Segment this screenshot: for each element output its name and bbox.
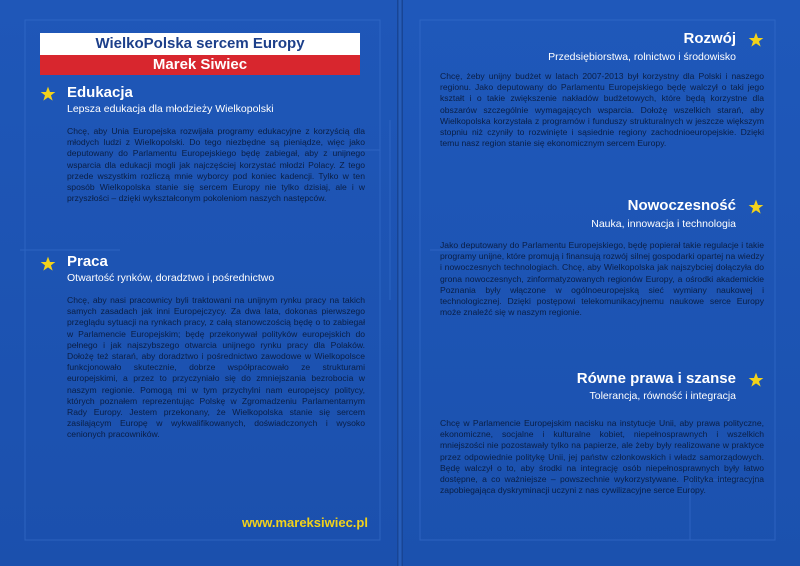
section-subtitle-praca: Otwartość rynków, doradztwo i pośrednictwo [67, 272, 275, 284]
section-body-edukacja: Chcę, aby Unia Europejska rozwijała programy edukacyjne z korzyścią dla młodych ludzi z Wielkopolski. Do tego niezbędne są pieniądze, więc jako deputowany do Parlamentu Europejskiego będę zabiegał, aby z unijnego wsparcia dla edukacji mogli jak najczęściej korzystać młodzi Polacy. Z tego przede wszystkim rozliczą mnie wyborcy pod koniec kadencji. Tylko w ten sposób Wielkopolska stanie się sercem Europy nie tylko dzisiaj, ale i w przyszłości – dzięki wykształconym pokoleniom naszych następców. [67, 126, 365, 204]
section-subtitle-rozwoj: Przedsiębiorstwa, rolnictwo i środowisko [548, 51, 736, 63]
star-icon [748, 372, 764, 388]
section-subtitle-nowoczesnosc: Nauka, innowacja i technologia [591, 218, 736, 230]
section-subtitle-rowne-prawa: Tolerancja, równość i integracja [589, 390, 736, 402]
website-url[interactable]: www.mareksiwiec.pl [242, 515, 368, 530]
star-icon [748, 32, 764, 48]
section-title-nowoczesnosc: Nowoczesność [627, 197, 736, 214]
section-subtitle-edukacja: Lepsza edukacja dla młodzieży Wielkopolski [67, 103, 274, 115]
section-title-praca: Praca [67, 253, 108, 270]
section-title-rowne-prawa: Równe prawa i szanse [576, 370, 736, 387]
slogan-banner [40, 33, 360, 75]
star-icon [40, 86, 56, 102]
section-body-nowoczesnosc: Jako deputowany do Parlamentu Europejskiego, będę popierał takie regulacje i takie programy unijne, które promują i finansują rozwój silnej gospodarki opartej na wiedzy i nowoczesnych technologiach. Chcę, aby Wielkopolska jak najszybciej dołączyła do grona nowoczesnych, zinformatyzowanych regionów Europy, a ośrodki akademickie Poznania były włączone w ogólnoeuropejską sieć wymiany naukowej i technologicznej. Dzięki postępowi telekomunikacyjnemu naukowe serce Europy może znaleźć się w naszym regionie. [440, 240, 764, 318]
banner-candidate-name: Marek Siwiec [40, 55, 360, 75]
star-icon [748, 199, 764, 215]
section-body-praca: Chcę, aby nasi pracownicy byli traktowani na unijnym rynku pracy na takich samych zasadach jak inni Europejczycy. Za dwa lata, dokonas pierwszego przeglądu sytuacji na rynkach pracy, z całą stanowczością będę o to zabiegał w Parlamencie Europejskim; będę przekonywał polityków europejskich do pełnego i jak najszybszego otwarcia unijnego rynku pracy dla Polaków. Dołożę też starań, aby doradztwo i pośrednictwo zawodowe w Wielkopolsce funkcjonowało skutecznie, dobrze współpracowało ze strukturami europejskimi, a przez to przyczyniało się do zmniejszania bezrobocia w naszym regionie. Pomogą mi w tym przychylni nam europejscy politycy, których poznałem reprezentując Polskę w Zgromadzeniu Parlamentarnym Rady Europy. Jestem przekonany, że Wielkopolska stanie się sercem zasilającym Europę w wykwalifikowanych, doświadczonych i wysoko cenionych pracowników. [67, 295, 365, 440]
section-title-rozwoj: Rozwój [683, 30, 736, 47]
page-fold [397, 0, 403, 566]
section-body-rowne-prawa: Chcę w Parlamencie Europejskim nacisku na instytucje Unii, aby prawa polityczne, ekonomiczne, socjalne i kulturalne kobiet, niepełnosprawnych i wszelkich mniejszości nie pozostawały tylko na papierze, ale żeby były realizowane w praktyce przez odpowiednie politykę Unii, jej państw członkowskich i władz samorządowych. Będę walczył o to, aby środki na integrację osób niepełnosprawnych były łatwo dostępne, a co ważniejsze – powszechnie wykorzystywane. Polityka integracyjna zapobiegająca dyskryminacji uczyni z nas cywilizacyjne serce Europy. [440, 418, 764, 496]
section-title-edukacja: Edukacja [67, 84, 133, 101]
section-body-rozwoj: Chcę, żeby unijny budżet w latach 2007-2013 był korzystny dla Polski i naszego regionu. Jako deputowany do Parlamentu Europejskiego będę walczył o taki jego kształt i o takie zwiększenie nakładów budżetowych, które będą korzystne dla obszarów szczególnie wymagających wsparcia. Dołożę wszelkich starań, aby Wielkopolska korzystała z programów i funduszy strukturalnych w jeszcze większym stopniu niż czyniły to rozwinięte i sąsiednie regiony zachodnioeuropejskie. Dzięki temu nasz region stanie się ekonomicznym sercem Europy. [440, 71, 764, 149]
star-icon [40, 256, 56, 272]
banner-slogan: WielkoPolska sercem Europy [40, 33, 360, 55]
